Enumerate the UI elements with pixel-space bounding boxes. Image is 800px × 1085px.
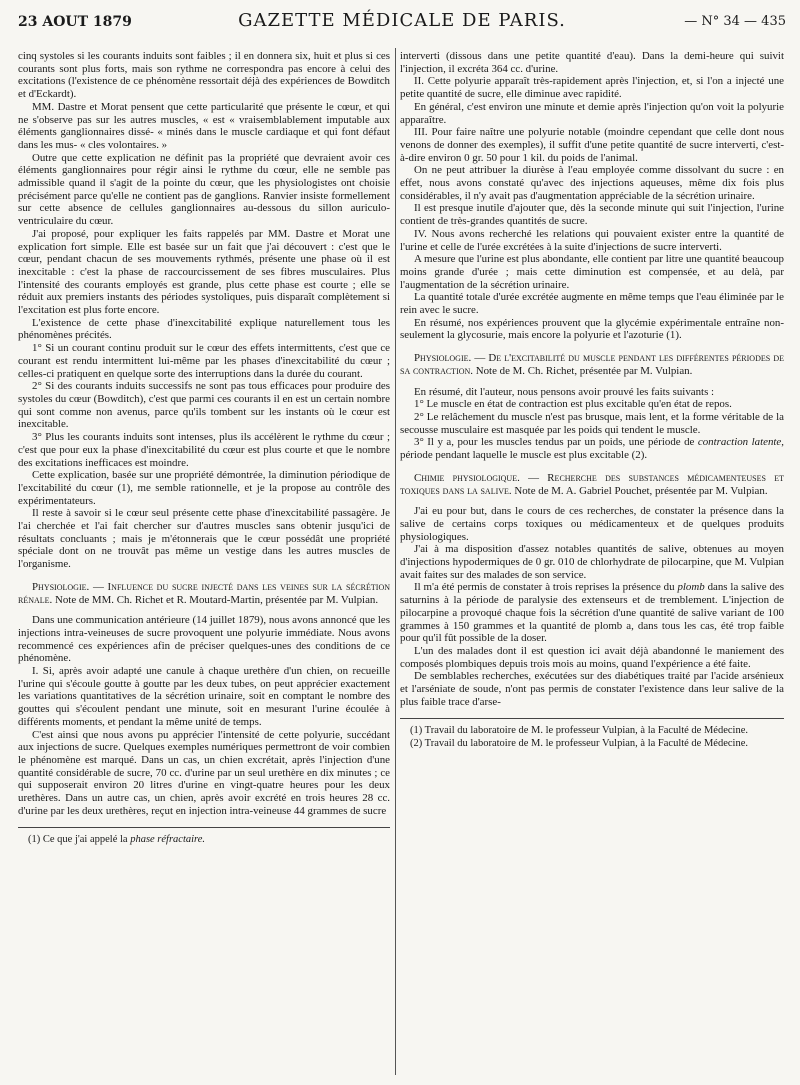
paragraph: Dans une communication antérieure (14 juillet 1879), nous avons annoncé que les injections intra-veineuses de sucre provoquent une polyurie immédiate. Nous avons recommencé ces expériences afin de préciser quelques-unes des conditions de ce phénomène. — [18, 614, 390, 665]
paragraph: cinq systoles si les courants induits sont faibles ; il en donnera six, huit et plus si ces courants sont plus forts, mais son rythme ne correspondra pas encore à celui des excitations (l'existence de ce phénomène ressortait déjà des expériences de Bowditch et d'Eckardt). — [18, 50, 390, 101]
page-header — [18, 8, 786, 32]
paragraph: interverti (dissous dans une petite quantité d'eau). Dans la demi-heure qui suivit l'injection, il excréta 364 cc. d'urine. — [400, 50, 784, 75]
right-column — [400, 50, 784, 1079]
paragraph: L'existence de cette phase d'inexcitabilité explique naturellement tous les phénomènes précités. — [18, 316, 390, 342]
paragraph: Il reste à savoir si le cœur seul présente cette phase d'inexcitabilité passagère. Je l'ai cherchée et l'ai fait chercher sur d'autres muscles sans obtenir jusqu'ici de résultats concluants ; mais je m'étonnerais que le cœur possédât une propriété spéciale dont on ne trouvât pas même un vestige dans les autres muscles de l'organisme. — [18, 507, 390, 571]
paragraph — [400, 581, 784, 645]
paragraph: III. Pour faire naître une polyurie notable (moindre cependant que celle dont nous venons de donner des exemples), il suffit d'une petite quantité de sucre interverti, c'est-à-dire environ 0 gr. 50 pour 1 kil. du poids de l'animal. — [400, 126, 784, 164]
section-label: Physiologie. — [32, 580, 90, 593]
paragraph: C'est ainsi que nous avons pu apprécier l'intensité de cette polyurie, succédant aux injections de sucre. Quelques exemples numériques permettront de voir combien le phénomène est marqué. Dans un cas, un chien excrétait, après l'injection d'une quantité considérable de sucre, 70 cc. d'urine par un seul urethère en dix minutes ; ce qui supposerait environ 20 litres d'urine en vingt-quatre heures pour les deux urethères. Dans un autre cas, un chien, après avoir excrété en trois heures 28 cc. d'urine par les deux urethères, reçut en injection intra-veineuse 44 grammes de sucre — [18, 728, 390, 817]
paragraph-text: 3° Il y a, pour les muscles tendus par un poids, une période de — [414, 436, 698, 449]
paragraph: J'ai proposé, pour expliquer les faits rappelés par MM. Dastre et Morat une explication fort simple. Elle est basée sur un fait que j'ai découvert : c'est que le cœur, pendant chacun de ses mouvements rythmés, présente une phase où il est inexcitable : c'est la phase de raccourcissement de ses fibres musculaires. Plus l'intensité des courants employés est grande, plus cette phase est courte ; elle se réduit aux premiers instants des périodes systoliques, puis disparaît complètement si l'excitation est plus forte encore. — [18, 227, 390, 317]
paragraph: I. Si, après avoir adapté une canule à chaque urethère d'un chien, on recueille l'urine qui s'écoule goutte à goutte par les deux tubes, on peut apprécier exactement les variations quantitatives de la sécrétion urinaire, soit en comptant le nombre des gouttes qui s'écoulent pendant une minute, soit en mesurant l'urine écoulée à différents moments, et pendant la même unité de temps. — [18, 665, 390, 728]
paragraph: A mesure que l'urine est plus abondante, elle contient par litre une quantité beaucoup moins grande d'urée ; mais cette diminution est compensée, et au delà, par l'augmentation de la sécrétion urinaire. — [400, 253, 784, 291]
article-byline: Note de MM. Ch. Richet et R. Moutard-Martin, présentée par M. Vulpian. — [55, 593, 379, 606]
paragraph: On ne peut attribuer la diurèse à l'eau employée comme dissolvant du sucre : en effet, nous avons constaté qu'avec des injections aqueuses, même dix fois plus considérables, il n'y avait pas d'augmentation appréciable de la sécrétion urinaire. — [400, 164, 784, 202]
article-heading — [400, 352, 784, 377]
issue-page-number: — N° 34 — 435 — [684, 14, 786, 29]
footnote — [18, 834, 390, 847]
paragraph: 2° Le relâchement du muscle n'est pas brusque, mais lent, et la forme véritable de la secousse musculaire est masquée par les poids qui tendent le muscle. — [400, 410, 784, 436]
article-byline: Note de M. A. Gabriel Pouchet, présentée par M. Vulpian. — [514, 484, 768, 497]
article-section-sugar-injection — [18, 581, 390, 818]
paragraph: MM. Dastre et Morat pensent que cette particularité que présente le cœur, et qui ne s'observe pas sur les autres muscles, « est « vraisemblablement imputable aux éléments ganglionnaires dissé- « minés dans le muscle cardiaque et qui font défaut dans les mus- « cles volontaires. » — [18, 100, 390, 151]
paragraph: 2° Si des courants induits successifs ne sont pas tous efficaces pour produire des systoles du cœur (Bowditch), c'est que parmi ces courants il en est un certain nombre qui sont comme non avenus, parce qu'ils tombent sur les instants où le cœur est inexcitable. — [18, 380, 390, 431]
paragraph: II. Cette polyurie apparaît très-rapidement après l'injection, et, si l'on a injecté une petite quantité de sucre, elle diminue avec rapidité. — [400, 75, 784, 101]
paragraph: J'ai eu pour but, dans le cours de ces recherches, de constater la présence dans la salive de certains corps toxiques ou médicamenteux et de quelques produits physiologiques. — [400, 505, 784, 543]
article-section-muscle-excitability — [400, 352, 784, 462]
paragraph: En résumé, dit l'auteur, nous pensons avoir prouvé les faits suivants : — [414, 385, 715, 398]
article-title: — Recherche des substances médicamenteuses et toxiques dans la salive. — [400, 471, 784, 497]
section-label: Physiologie. — [414, 352, 472, 365]
publication-title: GAZETTE MÉDICALE DE PARIS. — [238, 10, 566, 31]
paragraph-text: dans la salive des saturnins à la période de paralysie des extenseurs et de tremblement. L'injection de pilocarpine a provoqué chaque fois la sécrétion d'une quantité de salive variant de 100 grammes à 150 grammes et la quantité de plomb a, dans tous les cas, été trop faible pour qu'il fût possible de la doser. — [400, 581, 784, 645]
paragraph-text: , période pendant laquelle le muscle est plus excitable (2). — [400, 436, 784, 462]
paragraph — [400, 436, 784, 461]
article-title: — Influence du sucre injecté dans les veines sur la sécrétion rénale. — [18, 580, 390, 606]
paragraph: IV. Nous avons recherché les relations qui pouvaient exister entre la quantité de l'urine et celle de l'urée excrétées à la suite d'injections de sucre interverti. — [400, 227, 784, 253]
article-heading — [400, 472, 784, 497]
footnote-emphasis: phase réfractaire. — [130, 834, 206, 846]
footnote-text: (1) Ce que j'ai appelé la — [28, 834, 131, 846]
article-heading — [18, 581, 390, 606]
emphasis-text: contraction latente — [697, 436, 782, 449]
paragraph: 1° Le muscle en état de contraction est plus excitable qu'en état de repos. — [414, 398, 732, 411]
footnote: (1) Travail du laboratoire de M. le professeur Vulpian, à la Faculté de Médecine. — [410, 725, 748, 737]
paragraph: L'un des malades dont il est question ici avait déjà abandonné le maniement des composés plombiques depuis trois mois au moins, quand l'expérience a été faite. — [400, 644, 784, 670]
article-byline: Note de M. Ch. Richet, présentée par M. Vulpian. — [475, 364, 693, 377]
paragraph: 3° Plus les courants induits sont intenses, plus ils accélèrent le rythme du cœur ; c'est que pour eux la phase d'inexcitabilité du cœur est plus courte et que le nombre des excitations inefficaces est moindre. — [18, 431, 390, 469]
paragraph: En résumé, nos expériences prouvent que la glycémie expérimentale entraîne non-seulement la glycosurie, mais encore la polyurie et l'azoturie (1). — [400, 316, 784, 342]
paragraph: De semblables recherches, exécutées sur des diabétiques traité par l'acide arsénieux et l'arséniate de soude, n'ont pas permis de constater l'existence dans leur salive de la plus faible trace d'arse- — [400, 670, 784, 708]
paragraph: En général, c'est environ une minute et demie après l'injection qu'on voit la polyurie apparaître. — [400, 100, 784, 126]
section-label: Chimie physiologique. — [414, 471, 520, 484]
footnote: (2) Travail du laboratoire de M. le professeur Vulpian, à la Faculté de Médecine. — [410, 737, 748, 749]
footnote-separator — [18, 827, 390, 828]
left-column — [18, 50, 390, 1079]
paragraph: 1° Si un courant continu produit sur le cœur des effets intermittents, c'est que ce courant est rendu intermittent lui-même par les phases d'inexcitabilité du cœur ; celles-ci pratiquent en quelque sorte des interruptions dans la durée du courant. — [18, 342, 390, 380]
paragraph: La quantité totale d'urée excrétée augmente en même temps que l'eau éliminée par le rein avec le sucre. — [400, 291, 784, 317]
header-date: 23 AOUT 1879 — [18, 14, 132, 30]
article-title: — De l'excitabilité du muscle pendant les différentes périodes de sa contraction. — [400, 352, 784, 377]
footnote-separator — [400, 718, 784, 719]
article-section-saliva — [400, 472, 784, 709]
paragraph: J'ai à ma disposition d'assez notables quantités de salive, obtenues au moyen d'injections hypodermiques de 0 gr. 010 de chlorhydrate de pilocarpine, que M. Vulpian avait faites sur des malades de son service. — [400, 543, 784, 581]
paragraph: Outre que cette explication ne définit pas la propriété que devraient avoir ces éléments ganglionnaires pour régir ainsi le rythme du cœur, elle ne semble pas admissible quand il s'agit de la pointe du cœur, que les physiologistes ont choisie précisément parce qu'elle ne contient pas de ganglions. Ranvier insiste formellement sur cette absence de cellules ganglionnaires au-dessous du sillon auriculo-ventriculaire du cœur. — [18, 151, 390, 228]
column-divider — [395, 48, 396, 1075]
paragraph-text: Il m'a été permis de constater à trois reprises la présence du — [414, 581, 678, 594]
paragraph: Cette explication, basée sur une propriété démontrée, la diminution périodique de l'excitabilité du cœur (1), me semble rationnelle, et je la propose au contrôle des expérimentateurs. — [18, 469, 390, 507]
emphasis-text: plomb — [677, 581, 705, 594]
paragraph: Il est presque inutile d'ajouter que, dès la seconde minute qui suit l'injection, l'urine contient de très-grandes quantités de sucre. — [400, 202, 784, 228]
